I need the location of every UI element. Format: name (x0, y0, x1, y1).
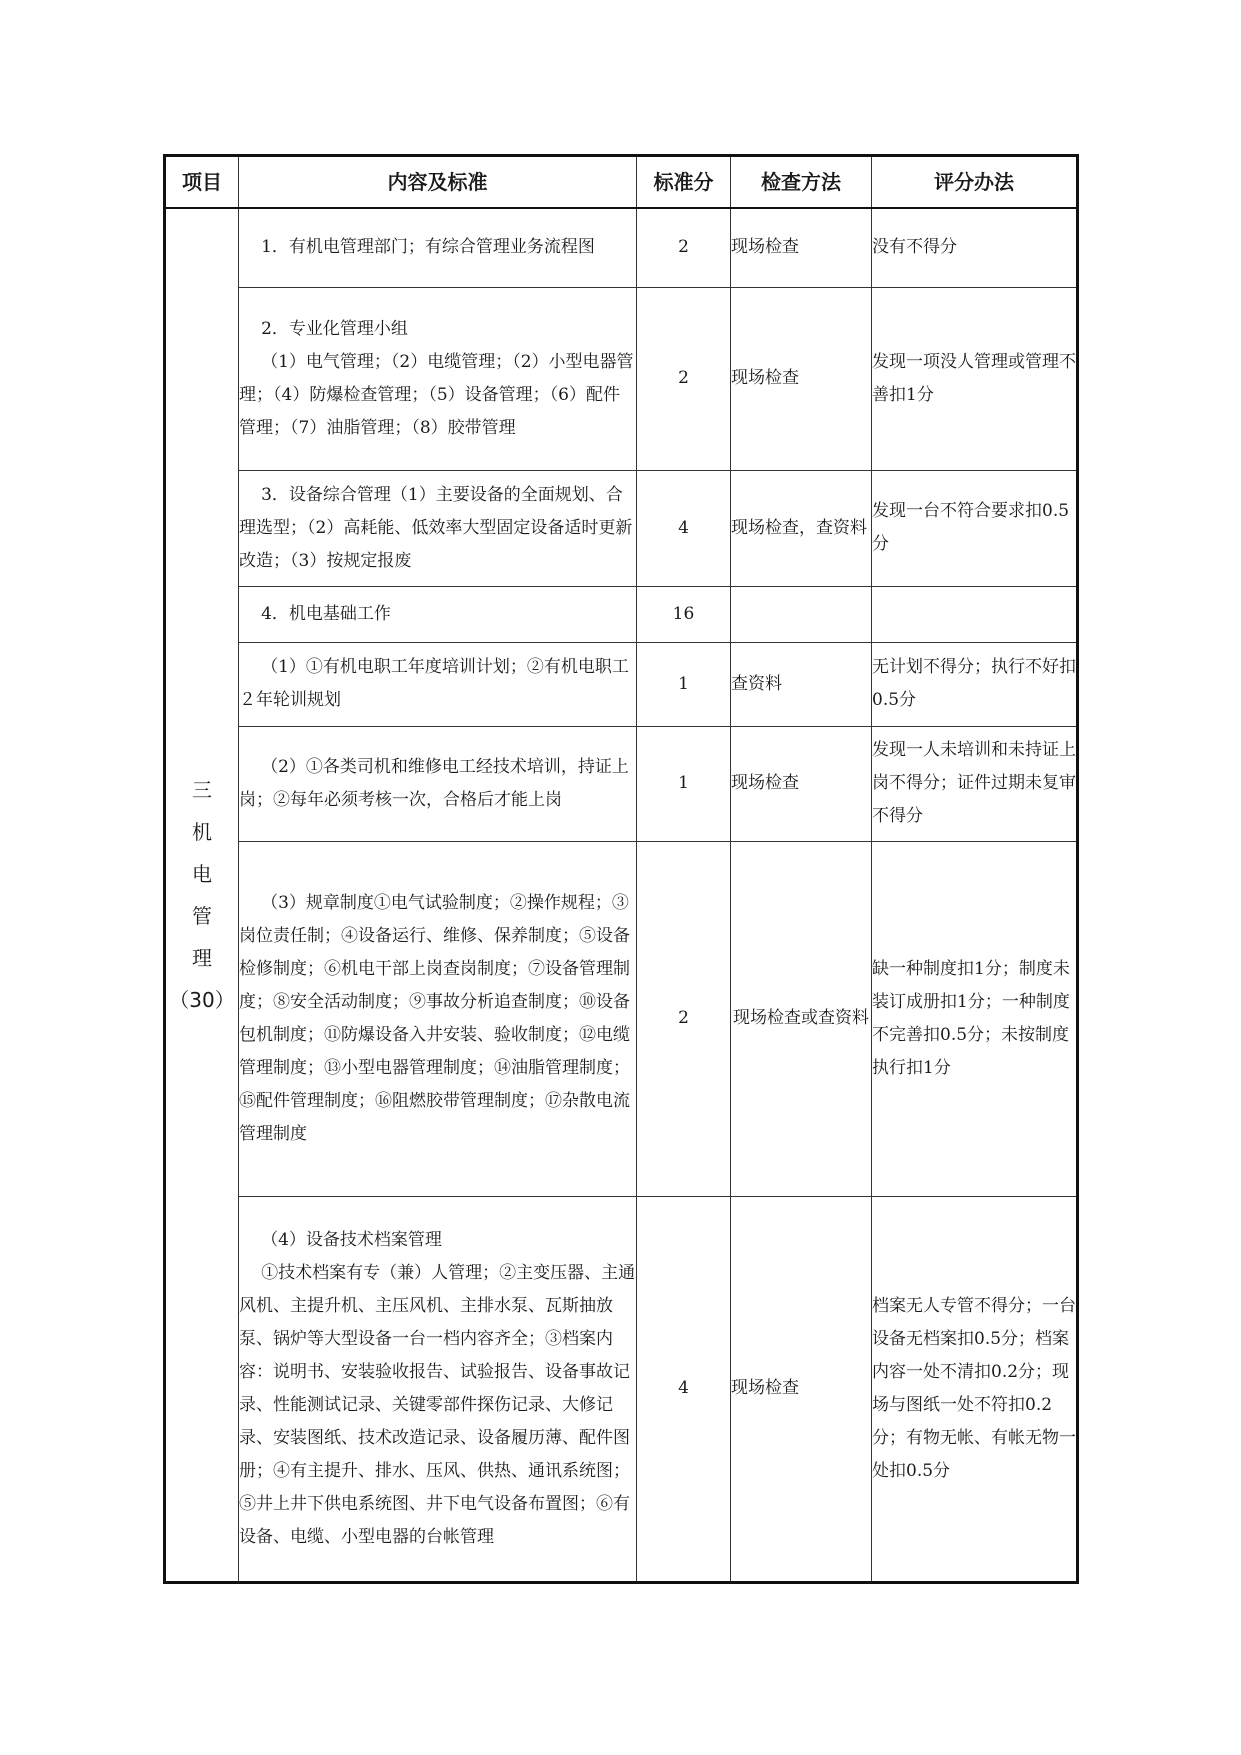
content-text: （3）规章制度①电气试验制度；②操作规程；③岗位责任制；④设备运行、维修、保养制度；⑤设备检修制度；⑥机电干部上岗查岗制度；⑦设备管理制度；⑧安全活动制度；⑨事故分析追查制度；⑩设备包机制度；⑪防爆设备入井安装、验收制度；⑫电缆管理制度；⑬小型电器管理制度；⑭油脂管理制度；⑮配件管理制度；⑯阻燃胶带管理制度；⑰杂散电流管理制度 (239, 892, 630, 1144)
content-text: （1）电气管理；（2）电缆管理；（2）小型电器管理；（4）防爆检查管理；（5）设备管理；（6）配件管理；（7）油脂管理；（8）胶带管理 (239, 351, 634, 438)
table-row (165, 586, 1078, 642)
section-char: 管 (192, 903, 212, 928)
content-text: （4）设备技术档案管理 (261, 1229, 442, 1250)
method-cell: 现场检查 (731, 208, 872, 287)
method-cell: 现场检查或查资料 (731, 841, 872, 1196)
table-row (165, 287, 1078, 470)
method-cell: 现场检查 (731, 1196, 872, 1582)
score-cell: 16 (637, 586, 731, 642)
method-cell: 现场检查，查资料 (731, 470, 872, 586)
section-char: 机 (192, 819, 212, 844)
table-row (165, 841, 1078, 1196)
header-standard-score: 标准分 (637, 156, 731, 209)
content-text: （2）①各类司机和维修电工经技术培训，持证上岗；②每年必须考核一次，合格后才能上岗 (239, 756, 629, 810)
scoring-cell: 没有不得分 (872, 208, 1078, 287)
content-cell (239, 287, 637, 470)
table-row (165, 1196, 1078, 1582)
section-char: 电 (192, 861, 212, 886)
score-cell: 1 (637, 726, 731, 841)
content-text: 4．机电基础工作 (261, 603, 391, 624)
content-text: 2．专业化管理小组 (261, 318, 408, 339)
section-char: 三 (192, 777, 212, 802)
content-text: （1）①有机电职工年度培训计划；②有机电职工２年轮训规划 (239, 657, 629, 710)
method-cell: 现场检查 (731, 726, 872, 841)
content-text: ①技术档案有专（兼）人管理；②主变压器、主通风机、主提升机、主压风机、主排水泵、瓦斯抽放泵、锅炉等大型设备一台一档内容齐全；③档案内容：说明书、安装验收报告、试验报告、设备事故记录、性能测试记录、关键零部件探伤记录、大修记录、安装图纸、技术改造记录、设备履历薄、配件图册；④有主提升、排水、压风、供热、通讯系统图；⑤井上井下供电系统图、井下电气设备布置图；⑥有设备、电缆、小型电器的台帐管理 (239, 1262, 636, 1547)
scoring-table (163, 154, 1079, 1584)
method-cell: 现场检查 (731, 287, 872, 470)
content-cell (239, 841, 637, 1196)
scoring-cell: 发现一台不符合要求扣0.5分 (872, 470, 1078, 586)
header-content: 内容及标准 (239, 156, 637, 209)
table-row (165, 726, 1078, 841)
section-char: 理 (192, 945, 212, 970)
scoring-cell: 无计划不得分；执行不好扣0.5分 (872, 642, 1078, 726)
header-method: 检查方法 (731, 156, 872, 209)
scoring-cell (872, 586, 1078, 642)
section-char: （30） (169, 987, 235, 1012)
content-cell (239, 1196, 637, 1582)
score-cell: 2 (637, 208, 731, 287)
score-cell: 2 (637, 287, 731, 470)
content-cell (239, 208, 637, 287)
score-cell: 4 (637, 1196, 731, 1582)
content-cell (239, 586, 637, 642)
header-scoring: 评分办法 (872, 156, 1078, 209)
content-cell (239, 470, 637, 586)
score-cell: 2 (637, 841, 731, 1196)
method-cell: 查资料 (731, 642, 872, 726)
section-label (165, 208, 239, 1582)
method-cell (731, 586, 872, 642)
score-cell: 4 (637, 470, 731, 586)
table-row (165, 208, 1078, 287)
table-row (165, 470, 1078, 586)
table-row (165, 642, 1078, 726)
content-text: 3．设备综合管理（1）主要设备的全面规划、合理选型；（2）高耗能、低效率大型固定设备适时更新改造；（3）按规定报废 (239, 484, 633, 571)
content-text: 1．有机电管理部门；有综合管理业务流程图 (261, 237, 595, 258)
scoring-cell: 档案无人专管不得分；一台设备无档案扣0.5分；档案内容一处不清扣0.2分；现场与图纸一处不符扣0.2分；有物无帐、有帐无物一处扣0.5分 (872, 1196, 1078, 1582)
scoring-cell: 发现一项没人管理或管理不善扣1分 (872, 287, 1078, 470)
scoring-cell: 发现一人未培训和未持证上岗不得分；证件过期未复审不得分 (872, 726, 1078, 841)
scoring-cell: 缺一种制度扣1分；制度未装订成册扣1分；一种制度不完善扣0.5分；未按制度执行扣1分 (872, 841, 1078, 1196)
content-cell (239, 642, 637, 726)
content-cell (239, 726, 637, 841)
header-row (165, 156, 1078, 209)
header-item: 项目 (165, 156, 239, 209)
score-cell: 1 (637, 642, 731, 726)
